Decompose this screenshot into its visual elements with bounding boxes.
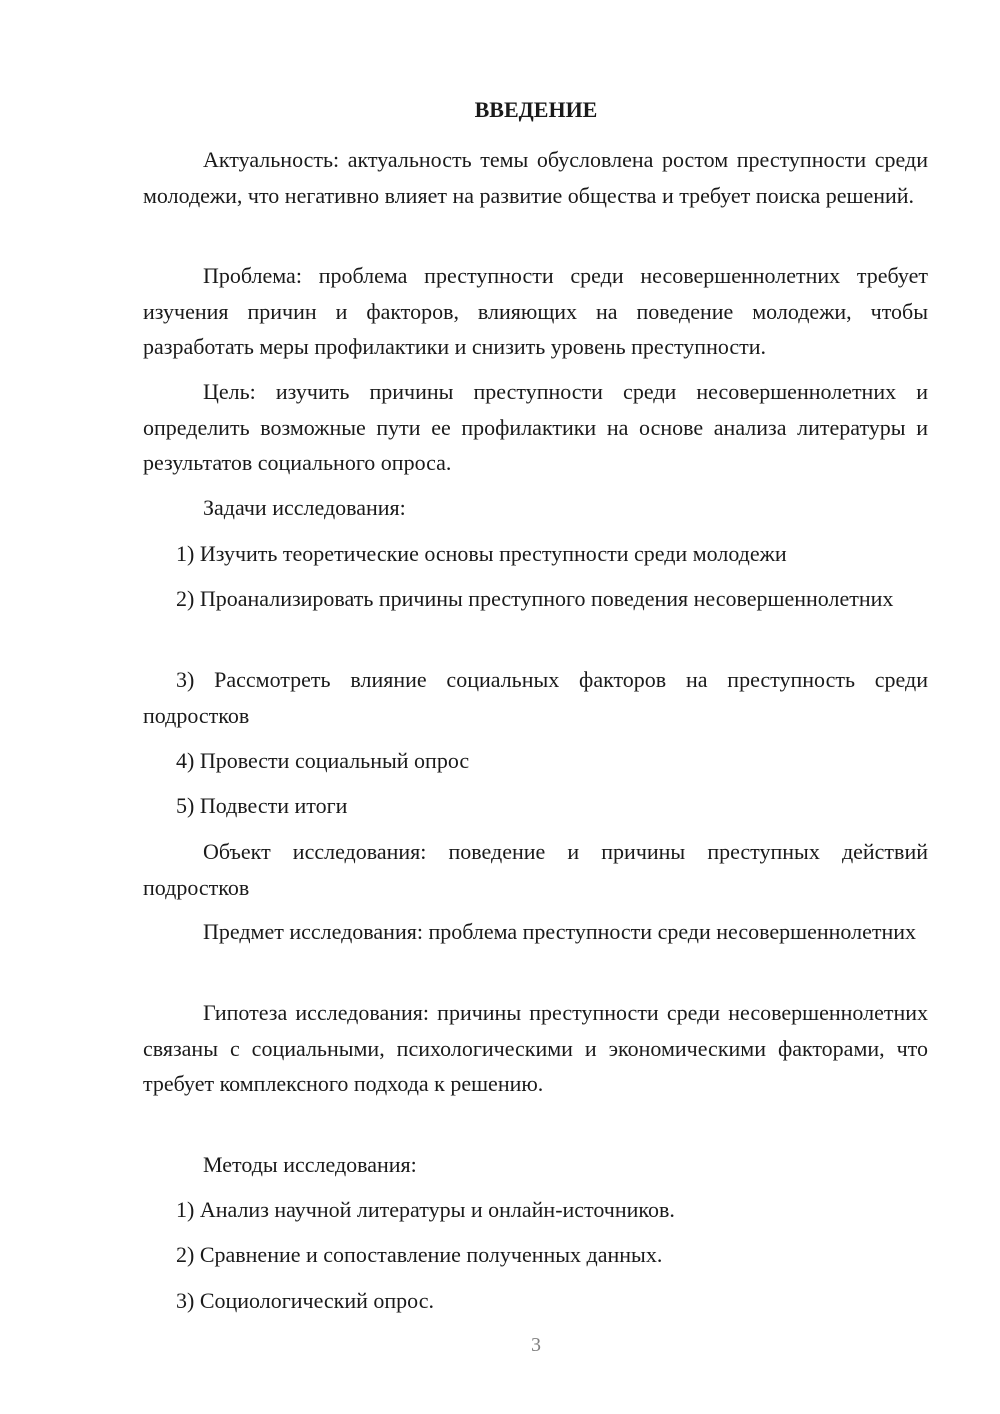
methods-heading: Методы исследования: <box>203 1152 417 1177</box>
method-item-1: 1) Анализ научной литературы и онлайн-источников. <box>176 1197 675 1222</box>
task-item-4: 4) Провести социальный опрос <box>176 748 470 773</box>
goal-paragraph: Цель: изучить причины преступности среди несовершеннолетних и определить возможные пути ее профилактики на основе анализа литературы и результатов социального опроса. <box>143 379 928 475</box>
task-item-3: 3) Рассмотреть влияние социальных факторов на преступность среди подростков <box>143 667 928 728</box>
relevance-paragraph: Актуальность: актуальность темы обусловлена ростом преступности среди молодежи, что негативно влияет на развитие общества и требует поиска решений. <box>143 147 928 208</box>
hypothesis-paragraph: Гипотеза исследования: причины преступности среди несовершеннолетних связаны с социальными, психологическими и экономическими факторами, что требует комплексного подхода к решению. <box>143 1000 928 1096</box>
page-number: 3 <box>531 1334 541 1356</box>
problem-paragraph: Проблема: проблема преступности среди несовершеннолетних требует изучения причин и факторов, влияющих на поведение молодежи, чтобы разработать меры профилактики и снизить уровень преступности. <box>143 263 928 359</box>
object-paragraph: Объект исследования: поведение и причины преступных действий подростков <box>143 839 928 900</box>
task-item-1: 1) Изучить теоретические основы преступности среди молодежи <box>176 541 787 566</box>
method-item-3: 3) Социологический опрос. <box>176 1288 434 1313</box>
method-item-2: 2) Сравнение и сопоставление полученных данных. <box>176 1242 663 1267</box>
section-title: ВВЕДЕНИЕ <box>474 97 598 122</box>
task-item-2: 2) Проанализировать причины преступного поведения несовершеннолетних <box>176 586 894 611</box>
tasks-heading: Задачи исследования: <box>203 495 406 520</box>
subject-paragraph: Предмет исследования: проблема преступности среди несовершеннолетних <box>203 919 917 944</box>
task-item-5: 5) Подвести итоги <box>176 793 348 818</box>
